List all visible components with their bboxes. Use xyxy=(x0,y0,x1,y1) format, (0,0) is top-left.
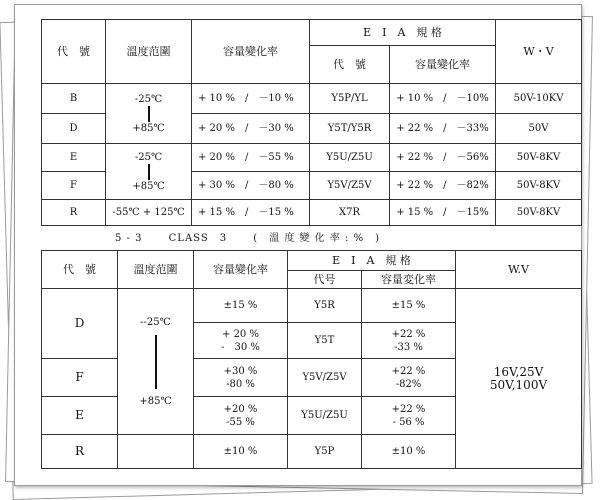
eia-change xyxy=(362,359,456,397)
temp-top: -25℃ xyxy=(134,151,163,163)
paper-sheet-front xyxy=(14,4,582,486)
cap-change: + 20 % / －30 % xyxy=(192,114,310,144)
range-bar xyxy=(148,106,150,122)
eia-change: + 22 % / －33% xyxy=(390,114,496,144)
cap-change: ±10 % xyxy=(194,435,288,469)
eia-change: ±10 % xyxy=(362,435,456,469)
temp-top: -25℃ xyxy=(134,93,163,105)
wv-line-1: 16V,25V xyxy=(493,364,544,379)
eia-change-lower: -82% xyxy=(395,378,422,390)
class2-table xyxy=(41,19,582,226)
eia-code: Y5P xyxy=(288,435,362,469)
temp-bottom: +85℃ xyxy=(132,180,165,192)
header-wv: W・V xyxy=(496,20,582,84)
cap-change: + 20 % / －55 % xyxy=(192,144,310,172)
eia-change xyxy=(362,323,456,359)
wv-value: 50V xyxy=(496,114,582,144)
section-caption xyxy=(115,229,402,244)
wv-value: 50V-8KV xyxy=(496,200,582,226)
eia-code: Y5P/YL xyxy=(310,84,390,114)
wv-value: 50V-8KV xyxy=(496,172,582,200)
row-code: B xyxy=(42,84,106,114)
eia-change-upper: +22 % xyxy=(391,365,426,377)
header-code: 代 號 xyxy=(42,251,118,289)
row-code: E xyxy=(42,144,106,172)
cap-change xyxy=(194,323,288,359)
eia-change-upper: +22 % xyxy=(391,403,426,415)
eia-change: + 10 % / －10% xyxy=(390,84,496,114)
cap-change: ±15 % xyxy=(194,289,288,323)
range-bar xyxy=(148,164,150,180)
class3-table xyxy=(41,250,582,469)
row-code: D xyxy=(42,114,106,144)
temp-range-ef xyxy=(106,144,192,200)
temp-top: --25℃ xyxy=(140,316,171,328)
header-temp-range: 溫度范圍 xyxy=(118,251,194,289)
header-eia-code: 代号 xyxy=(288,271,362,289)
header-cap-change: 容量變化率 xyxy=(194,251,288,289)
eia-code: X7R xyxy=(310,200,390,226)
eia-code: Y5R xyxy=(288,289,362,323)
eia-change-lower: - 56 % xyxy=(392,416,425,428)
temp-bottom: +85℃ xyxy=(139,395,172,407)
cap-change: + 15 % / －15 % xyxy=(192,200,310,226)
cap-lower: -80 % xyxy=(226,378,255,390)
temp-range-empty xyxy=(118,435,194,469)
eia-code: Y5V/Z5V xyxy=(288,359,362,397)
cap-lower: -55 % xyxy=(226,416,255,428)
eia-change-lower: -33 % xyxy=(394,341,423,353)
row-code: F xyxy=(42,172,106,200)
eia-code: Y5U/Z5U xyxy=(288,397,362,435)
class-label: CLASS 3 xyxy=(168,233,228,244)
eia-code: Y5U/Z5U xyxy=(310,144,390,172)
row-code: R xyxy=(42,200,106,226)
header-eia-group: E I A 規 格 xyxy=(288,251,456,271)
eia-change: + 22 % / －82% xyxy=(390,172,496,200)
cap-change xyxy=(194,359,288,397)
eia-change: + 22 % / －56% xyxy=(390,144,496,172)
eia-code: Y5T/Y5R xyxy=(310,114,390,144)
eia-change: + 15 % / －15% xyxy=(390,200,496,226)
section-number: 5 - 3 xyxy=(115,233,143,244)
header-eia-change: 容量変化率 xyxy=(362,271,456,289)
header-eia-code: 代 號 xyxy=(310,46,390,84)
wv-value: 50V-8KV xyxy=(496,144,582,172)
wv-value xyxy=(456,289,582,469)
header-eia-change: 容量變化率 xyxy=(390,46,496,84)
temp-range-bd xyxy=(106,84,192,144)
cap-upper: + 20 % xyxy=(222,328,259,340)
range-bar xyxy=(155,335,157,389)
eia-change-upper: +22 % xyxy=(391,328,426,340)
cap-change: + 10 % / －10 % xyxy=(192,84,310,114)
cap-upper: +30 % xyxy=(223,365,258,377)
caption-note: ( 溫 度 變 化 率 : % ) xyxy=(253,233,380,244)
wv-line-2: 50V,100V xyxy=(489,377,548,392)
eia-code: Y5V/Z5V xyxy=(310,172,390,200)
temp-bottom: +85℃ xyxy=(132,122,165,134)
cap-change xyxy=(194,397,288,435)
row-code: F xyxy=(42,359,118,397)
temp-range-r: -55℃ + 125℃ xyxy=(106,200,192,226)
row-code: E xyxy=(42,397,118,435)
header-temp-range: 溫度范圍 xyxy=(106,20,192,84)
cap-change: + 30 % / －80 % xyxy=(192,172,310,200)
cap-upper: +20 % xyxy=(223,403,258,415)
header-eia-group: E I A 規 格 xyxy=(310,20,496,46)
temp-range xyxy=(118,289,194,435)
cap-lower: - 30 % xyxy=(221,341,260,353)
eia-code: Y5T xyxy=(288,323,362,359)
header-wv: W.V xyxy=(456,251,582,289)
header-cap-change: 容量變化率 xyxy=(192,20,310,84)
eia-change: ±15 % xyxy=(362,289,456,323)
row-code: R xyxy=(42,435,118,469)
eia-change xyxy=(362,397,456,435)
row-code: D xyxy=(42,289,118,359)
wv-value: 50V-10KV xyxy=(496,84,582,114)
header-code: 代 號 xyxy=(42,20,106,84)
